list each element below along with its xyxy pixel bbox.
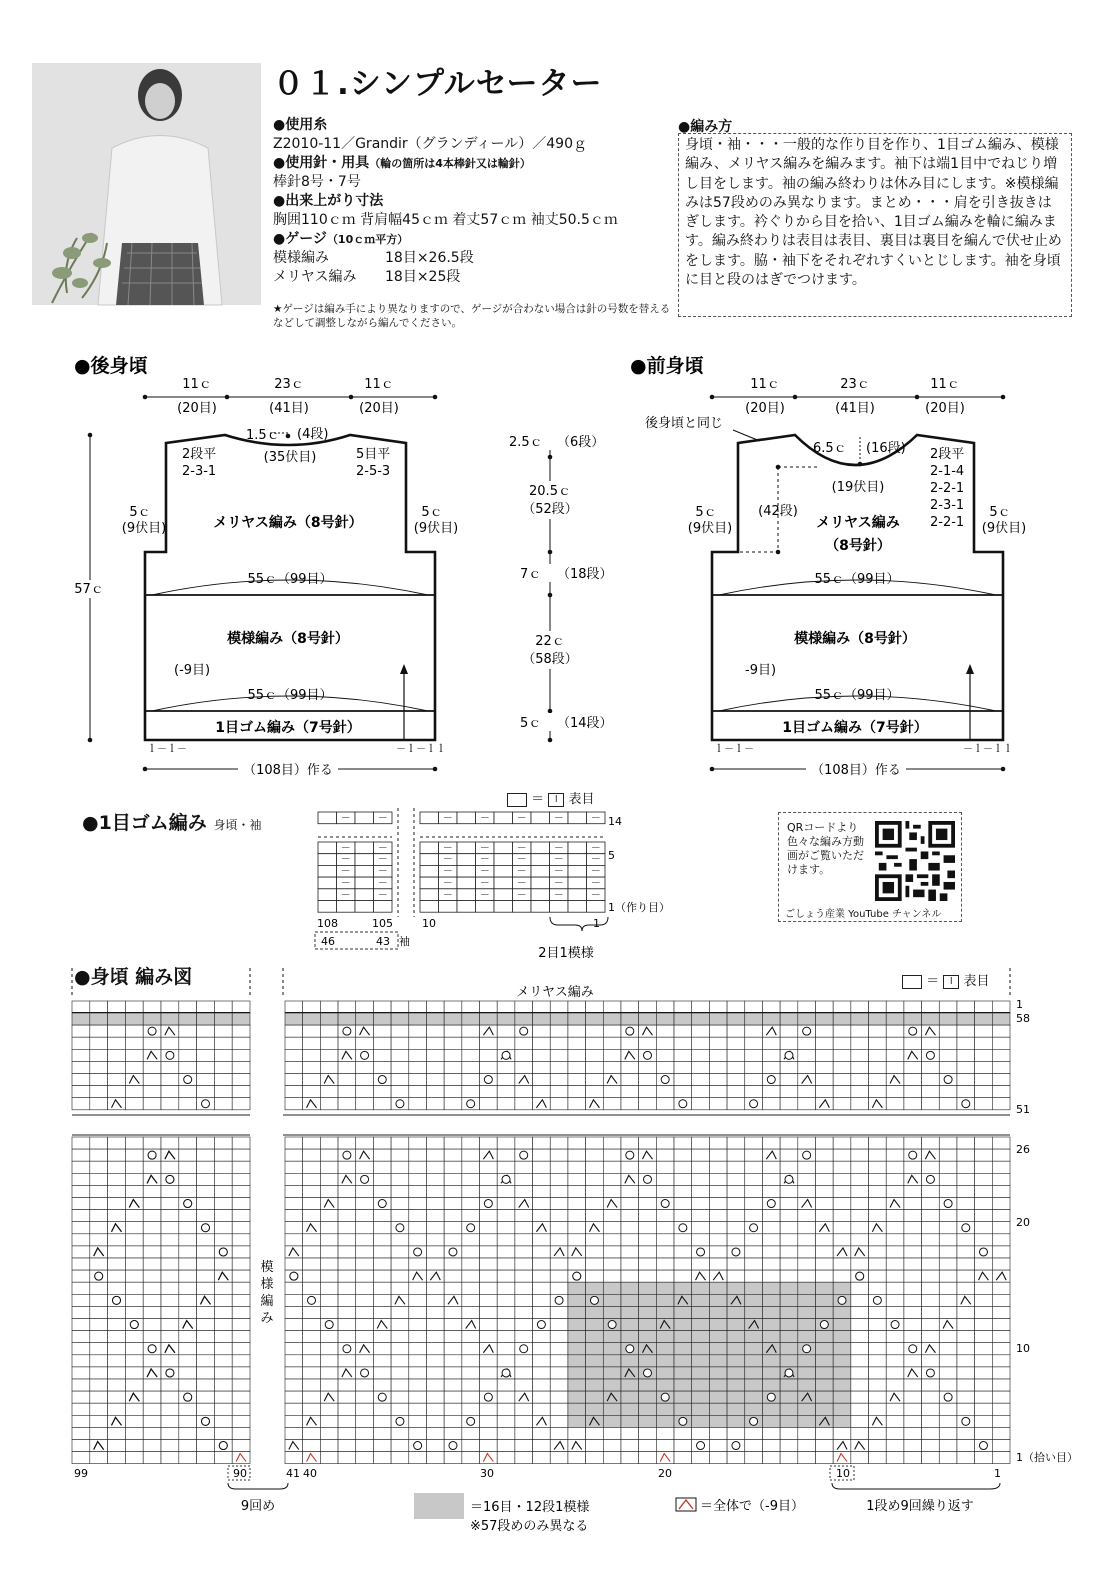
- yarn-value: Z2010-11／Grandir（グランディール）／490ｇ: [273, 136, 587, 152]
- svg-text:－: －: [590, 843, 601, 854]
- svg-text:－: －: [340, 843, 351, 854]
- front-cast-on: （108目）作る: [811, 763, 901, 778]
- gauge-heading: ●ゲージ: [273, 231, 327, 247]
- rib-row-label-14: 14: [608, 815, 622, 828]
- howto-text: 身頃・袖・・・一般的な作り目を作り、1目ゴム編み、模様編み、メリヤス編みを編みます。袖下は端1目中でねじり増し目をします。袖の編み終わりは休み目にします。※模様編みは57段めのみ異なります。まとめ・・・肩を引き抜きはぎします。衿ぐりから目を拾い、1目ゴム編みを輪に編みます。編み終わりは表目は表目、裏目は裏目を編んで伏せ止めをします。脇・袖下をそれぞれすくいとじします。袖を身頃に目と段のはぎでつけます。: [678, 133, 1072, 317]
- svg-text:様: 様: [260, 1277, 274, 1292]
- rib-col-label-108: 108: [317, 917, 338, 930]
- body-chart: [0, 965, 1120, 1565]
- howto-heading: ●編み方: [678, 119, 733, 135]
- back-armhole-left-sts: (9伏目): [121, 521, 167, 536]
- svg-text:－: －: [553, 813, 564, 824]
- svg-text:－: －: [553, 878, 564, 890]
- body-row-label-20: 20: [1016, 1216, 1030, 1229]
- model-photo: [32, 63, 261, 305]
- back-cast-on: （108目）作る: [243, 763, 333, 778]
- body-row-label-26: 26: [1016, 1143, 1030, 1156]
- rib-col-label-1: 1: [593, 917, 600, 930]
- rib-sleeve-col-46: 46: [321, 935, 335, 948]
- body-shade-note-2: ※57段めのみ異なる: [470, 1519, 589, 1534]
- body-col-label-10: 10: [836, 1467, 850, 1480]
- height-rib-rows: （14段）: [557, 716, 613, 731]
- svg-text:－: －: [590, 878, 601, 890]
- front-width-right-sts: (20目): [925, 401, 965, 416]
- body-col-label-99: 99: [74, 1467, 88, 1480]
- back-upper-label: メリヤス編み（8号針）: [213, 515, 363, 531]
- height-rib-cm: 5ｃ: [520, 716, 542, 731]
- svg-text:－: －: [479, 854, 490, 866]
- svg-text:－: －: [377, 889, 388, 901]
- front-armhole-left-cm: 5ｃ: [695, 505, 717, 520]
- back-right-dec-1: 5目平: [356, 447, 391, 462]
- svg-text:－: －: [553, 843, 564, 854]
- svg-text:－: －: [553, 866, 564, 878]
- svg-text:模: 模: [260, 1260, 274, 1275]
- qr-code-icon[interactable]: [875, 821, 955, 901]
- back-left-dec-2: 2-3-1: [182, 464, 217, 479]
- svg-text:－: －: [553, 889, 564, 901]
- rib-chart: [300, 805, 670, 965]
- needles-heading: ●使用針・用具: [273, 155, 370, 171]
- rib-repeat-label: 2目1模様: [538, 946, 594, 961]
- needles-value: 棒針8号・7号: [273, 174, 361, 190]
- front-width-lower: 55ｃ（99目）: [814, 688, 900, 703]
- front-upper-label-1: メリヤス編み: [816, 515, 900, 531]
- svg-text:－: －: [590, 854, 601, 866]
- rib-row-label-5: 5: [608, 849, 615, 862]
- back-width-right-cm: 11ｃ: [364, 377, 394, 392]
- knit-symbol-icon-2: l: [943, 975, 959, 989]
- rib-chart-heading: ●1目ゴム編み 身頃・袖: [82, 812, 262, 834]
- needles-note: （輪の箇所は4本棒針又は輪針）: [369, 157, 531, 170]
- front-right-dec-1: 2段平: [930, 447, 965, 462]
- svg-text:－: －: [516, 889, 527, 901]
- back-right-dec-2: 2-5-3: [356, 464, 391, 479]
- body-repeat-right: 1段め9回繰り返す: [866, 1499, 974, 1514]
- svg-text:－: －: [377, 878, 388, 890]
- svg-text:－: －: [442, 813, 453, 824]
- body-row-label-10: 10: [1016, 1342, 1030, 1355]
- svg-text:－: －: [442, 878, 453, 890]
- qr-text: QRコードより色々な編み方動画がご覧いただけます。: [787, 821, 864, 876]
- body-col-label-30: 30: [480, 1467, 494, 1480]
- svg-text:み: み: [260, 1311, 274, 1326]
- height-pattern-rows: （58段）: [522, 652, 578, 667]
- front-mid-label: 模様編み（8号針）: [794, 631, 916, 647]
- rib-col-label-105: 105: [372, 917, 393, 930]
- front-neck-rows: (16段): [866, 441, 906, 456]
- size-value: 胸囲110ｃｍ 背肩幅45ｃｍ 着丈57ｃｍ 袖丈50.5ｃｍ: [273, 212, 618, 228]
- body-repeat-left: 9回め: [240, 1499, 276, 1514]
- back-mid-label: 模様編み（8号針）: [227, 631, 349, 647]
- back-width-mid-sts: (41目): [269, 401, 309, 416]
- body-row-label-1: 1: [1016, 998, 1023, 1011]
- back-neck-depth: 1.5ｃ: [246, 428, 280, 443]
- back-armhole-right-cm: 5ｃ: [421, 505, 443, 520]
- body-legend: ＝ l 表目: [902, 970, 989, 989]
- height-upper-rows: （18段）: [557, 567, 613, 582]
- back-neck-rows: (4段): [297, 427, 329, 442]
- front-neck-depth: 6.5ｃ: [813, 441, 847, 456]
- front-rib-marks-right: －ｌ－ｌｌ: [963, 744, 1013, 755]
- shade-legend-swatch: [414, 1493, 464, 1519]
- height-upper-cm: 7ｃ: [520, 567, 542, 582]
- body-col-label-1: 1: [994, 1467, 1001, 1480]
- body-col-label-90: 90: [233, 1467, 247, 1480]
- back-armhole-right-sts: (9伏目): [413, 521, 459, 536]
- gauge-row-pattern: 模様編み 18目×26.5段: [273, 250, 474, 266]
- front-width-left-sts: (20目): [745, 401, 785, 416]
- front-right-dec-5: 2-2-1: [930, 515, 965, 530]
- svg-text:－: －: [442, 843, 453, 854]
- front-armhole-right-sts: (9伏目): [981, 521, 1027, 536]
- svg-text:－: －: [590, 813, 601, 824]
- back-width-right-sts: (20目): [359, 401, 399, 416]
- svg-text:－: －: [377, 866, 388, 878]
- front-width-right-cm: 11ｃ: [930, 377, 960, 392]
- svg-text:－: －: [590, 866, 601, 878]
- back-armhole-left-cm: 5ｃ: [129, 505, 151, 520]
- qr-panel: [778, 812, 962, 922]
- schematics: [0, 340, 1120, 790]
- front-side-rows: (42段): [758, 504, 798, 519]
- svg-text:－: －: [442, 866, 453, 878]
- svg-text:－: －: [377, 813, 388, 824]
- svg-text:－: －: [516, 866, 527, 878]
- svg-text:－: －: [516, 813, 527, 824]
- front-dec-label: -9目): [745, 663, 777, 678]
- back-width-left-cm: 11ｃ: [182, 377, 212, 392]
- svg-text:－: －: [479, 866, 490, 878]
- body-top-label: メリヤス編み: [516, 985, 594, 1000]
- back-rib-marks-right: －ｌ－ｌｌ: [396, 744, 446, 755]
- front-upper-label-2: （8号針）: [825, 538, 891, 554]
- qr-channel: ごしょう産業 YouTube チャンネル: [785, 909, 942, 920]
- front-right-dec-3: 2-2-1: [930, 481, 965, 496]
- rib-legend: ＝ l 表目: [507, 788, 594, 807]
- height-neck-rows: （6段）: [557, 435, 605, 450]
- front-right-dec-4: 2-3-1: [930, 498, 965, 513]
- height-pattern-cm: 22ｃ: [535, 634, 565, 649]
- svg-text:－: －: [479, 889, 490, 901]
- back-dec-label: (-9目): [174, 663, 211, 678]
- svg-text:－: －: [553, 854, 564, 866]
- rib-row-label-1: 1（作り目）: [608, 901, 670, 914]
- front-width-left-cm: 11ｃ: [750, 377, 780, 392]
- rib-col-label-10: 10: [422, 917, 436, 930]
- body-side-label-vertical: [260, 1259, 273, 1326]
- rib-chart-grid: [318, 808, 605, 917]
- front-armhole-left-sts: (9伏目): [687, 521, 733, 536]
- front-width-upper: 55ｃ（99目）: [814, 572, 900, 587]
- svg-text:－: －: [442, 889, 453, 901]
- height-armhole-cm: 20.5ｃ: [529, 484, 571, 499]
- rib-sleeve-label: 袖: [399, 935, 410, 948]
- svg-text:－: －: [479, 878, 490, 890]
- front-heading: ●前身頃: [630, 355, 704, 377]
- svg-text:－: －: [377, 843, 388, 854]
- model-photo-illustration: [32, 63, 261, 305]
- back-height: 57ｃ: [74, 582, 104, 597]
- body-dec-note: ＝全体で（-9目）: [700, 1499, 804, 1514]
- back-heading: ●後身頃: [74, 355, 148, 377]
- back-width-mid-cm: 23ｃ: [274, 377, 304, 392]
- gauge-note: （10ｃｍ平方）: [326, 233, 409, 246]
- front-right-dec-2: 2-1-4: [930, 464, 965, 479]
- front-neck-bind: (19伏目): [831, 480, 885, 495]
- svg-text:－: －: [340, 889, 351, 901]
- yarn-heading: ●使用糸: [273, 117, 328, 133]
- svg-text:－: －: [340, 854, 351, 866]
- svg-text:編: 編: [260, 1294, 274, 1309]
- body-chart-heading: ●身頃 編み図: [74, 966, 193, 988]
- svg-text:－: －: [340, 866, 351, 878]
- back-rib-label: 1目ゴム編み（7号針）: [215, 720, 361, 736]
- back-left-dec-1: 2段平: [182, 447, 217, 462]
- pattern-title: ０１.シンプルセーター: [273, 66, 603, 102]
- back-neck-bind: (35伏目): [263, 450, 317, 465]
- svg-text:－: －: [442, 854, 453, 866]
- svg-text:－: －: [516, 878, 527, 890]
- rib-sleeve-col-43: 43: [376, 935, 390, 948]
- body-row-label-1-pickup: 1（拾い目）: [1016, 1451, 1078, 1464]
- back-width-upper: 55ｃ（99目）: [247, 572, 333, 587]
- back-width-lower: 55ｃ（99目）: [247, 688, 333, 703]
- front-armhole-right-cm: 5ｃ: [989, 505, 1011, 520]
- back-rib-marks-left: ｌ－ｌ－: [147, 744, 187, 755]
- front-width-mid-cm: 23ｃ: [840, 377, 870, 392]
- body-row-label-58: 58: [1016, 1012, 1030, 1025]
- gauge-row-stockinette: メリヤス編み 18目×25段: [273, 269, 461, 285]
- back-width-left-sts: (20目): [177, 401, 217, 416]
- knit-symbol-icon: l: [548, 793, 564, 807]
- height-neck-cm: 2.5ｃ: [509, 435, 543, 450]
- body-row-label-51: 51: [1016, 1103, 1030, 1116]
- body-col-label-40: 40: [303, 1467, 317, 1480]
- body-chart-grid: [72, 1001, 1010, 1464]
- svg-text:－: －: [340, 813, 351, 824]
- svg-text:－: －: [377, 854, 388, 866]
- body-col-label-20: 20: [658, 1467, 672, 1480]
- materials-info: [273, 116, 673, 287]
- svg-text:－: －: [516, 854, 527, 866]
- front-same-as-back: 後身頃と同じ: [645, 416, 724, 431]
- svg-text:－: －: [479, 813, 490, 824]
- gauge-warning: ★ゲージは編み手により異なりますので、ゲージが合わない場合は針の号数を替えるなどして調整しながら編んでください。: [273, 303, 671, 329]
- svg-text:－: －: [590, 889, 601, 901]
- svg-text:－: －: [516, 843, 527, 854]
- front-rib-marks-left: ｌ－ｌ－: [714, 744, 754, 755]
- svg-text:－: －: [340, 878, 351, 890]
- front-rib-label: 1目ゴム編み（7号針）: [782, 720, 928, 736]
- body-col-label-41: 41: [286, 1467, 300, 1480]
- size-heading: ●出来上がり寸法: [273, 193, 384, 209]
- height-armhole-rows: （52段）: [522, 502, 578, 517]
- front-width-mid-sts: (41目): [835, 401, 875, 416]
- svg-text:－: －: [479, 843, 490, 854]
- body-shade-note-1: ＝16目・12段1模様: [470, 1500, 590, 1515]
